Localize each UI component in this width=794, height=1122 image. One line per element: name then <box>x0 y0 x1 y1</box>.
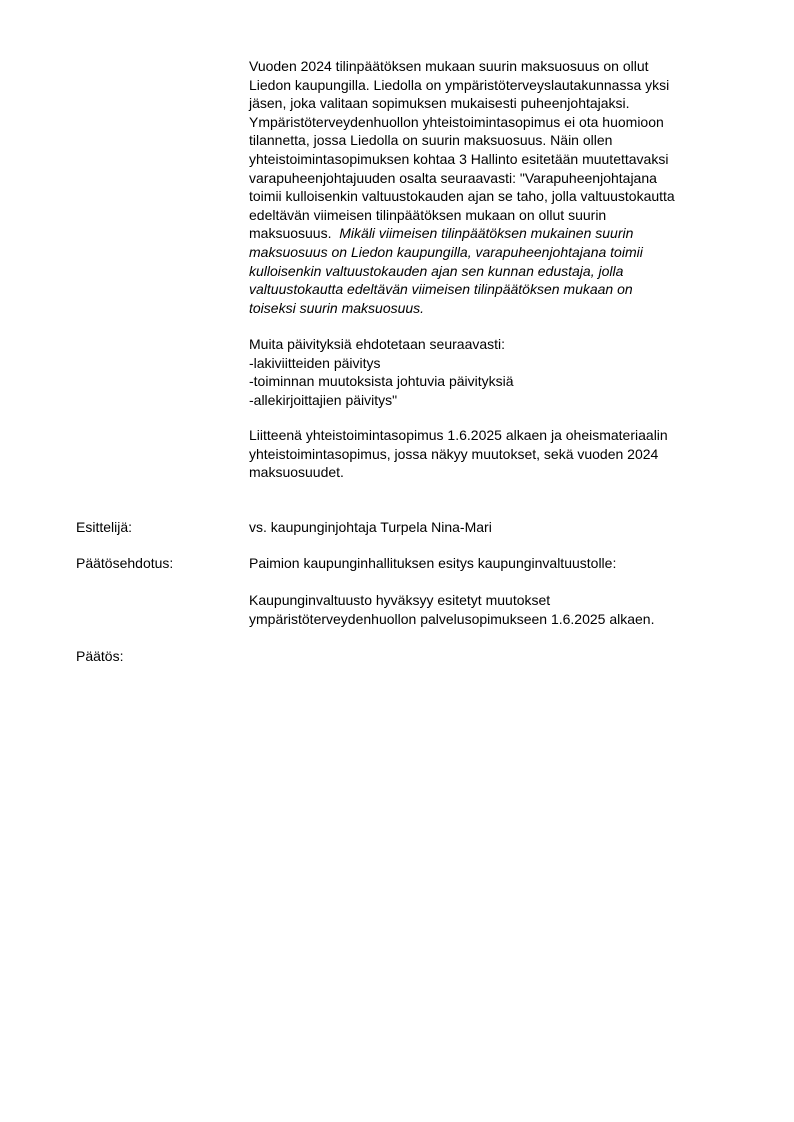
paragraph-line: Kaupunginvaltuusto hyväksyy esitetyt muutokset <box>249 592 551 608</box>
decision-label: Päätös: <box>76 648 124 664</box>
intro-paragraph <box>249 57 739 317</box>
attachment-paragraph <box>249 426 739 482</box>
paragraph-line: Liedon kaupungilla. Liedolla on ympäristöterveyslautakunnassa yksi <box>249 76 670 93</box>
paragraph-line: Liitteenä yhteistoimintasopimus 1.6.2025 alkaen ja oheismateriaalin <box>249 427 668 443</box>
presenter-label: Esittelijä: <box>76 519 133 535</box>
paragraph-line: ympäristöterveydenhuollon palvelusopimukseen 1.6.2025 alkaen. <box>249 610 655 627</box>
list-item: -allekirjoittajien päivitys" <box>249 391 398 408</box>
italic-line: toiseksi suurin maksuosuus. <box>249 299 425 316</box>
paragraph-line: yhteistoimintasopimuksen kohtaa 3 Hallinto esitetään muutettavaksi <box>249 150 669 167</box>
paragraph-line: tilannetta, jossa Liedolla on suurin maksuosuus. Näin ollen <box>249 132 613 149</box>
proposal-text <box>249 591 739 628</box>
updates-list <box>249 335 739 409</box>
presenter-value: vs. kaupunginjohtaja Turpela Nina-Mari <box>249 519 492 535</box>
updates-heading: Muita päivityksiä ehdotetaan seuraavasti: <box>249 336 506 352</box>
paragraph-line <box>249 224 739 243</box>
paragraph-line: maksuosuudet. <box>249 464 344 481</box>
paragraph-line: Ympäristöterveydenhuollon yhteistoimintasopimus ei ota huomioon <box>249 113 664 130</box>
paragraph-line: yhteistoimintasopimus, jossa näkyy muutokset, sekä vuoden 2024 <box>249 445 659 462</box>
paragraph-text: maksuosuus. <box>249 225 332 242</box>
paragraph-line: edeltävän viimeisen tilinpäätöksen mukaan on ollut suurin <box>249 206 607 223</box>
paragraph-line: jäsen, joka valitaan sopimuksen mukaisesti puheenjohtajaksi. <box>249 95 630 112</box>
paragraph-line: toimii kulloisenkin valtuustokauden ajan se taho, jolla valtuustokautta <box>249 188 675 205</box>
proposal-label: Päätösehdotus: <box>76 555 174 571</box>
paragraph-line: varapuheenjohtajuuden osalta seuraavasti: "Varapuheenjohtajana <box>249 169 657 186</box>
paragraph-line: Vuoden 2024 tilinpäätöksen mukaan suurin maksuosuus on ollut <box>249 58 649 74</box>
italic-line: kulloisenkin valtuustokauden ajan sen kunnan edustaja, jolla <box>249 262 624 279</box>
italic-line: maksuosuus on Liedon kaupungilla, varapuheenjohtajana toimii <box>249 243 643 260</box>
list-item: -lakiviitteiden päivitys <box>249 354 381 371</box>
proposal-intro: Paimion kaupunginhallituksen esitys kaupunginvaltuustolle: <box>249 555 617 571</box>
list-item: -toiminnan muutoksista johtuvia päivityksiä <box>249 373 514 390</box>
italic-text: Mikäli viimeisen tilinpäätöksen mukainen suurin <box>339 225 634 242</box>
italic-line: valtuustokautta edeltävän viimeisen tilinpäätöksen mukaan on <box>249 281 633 298</box>
